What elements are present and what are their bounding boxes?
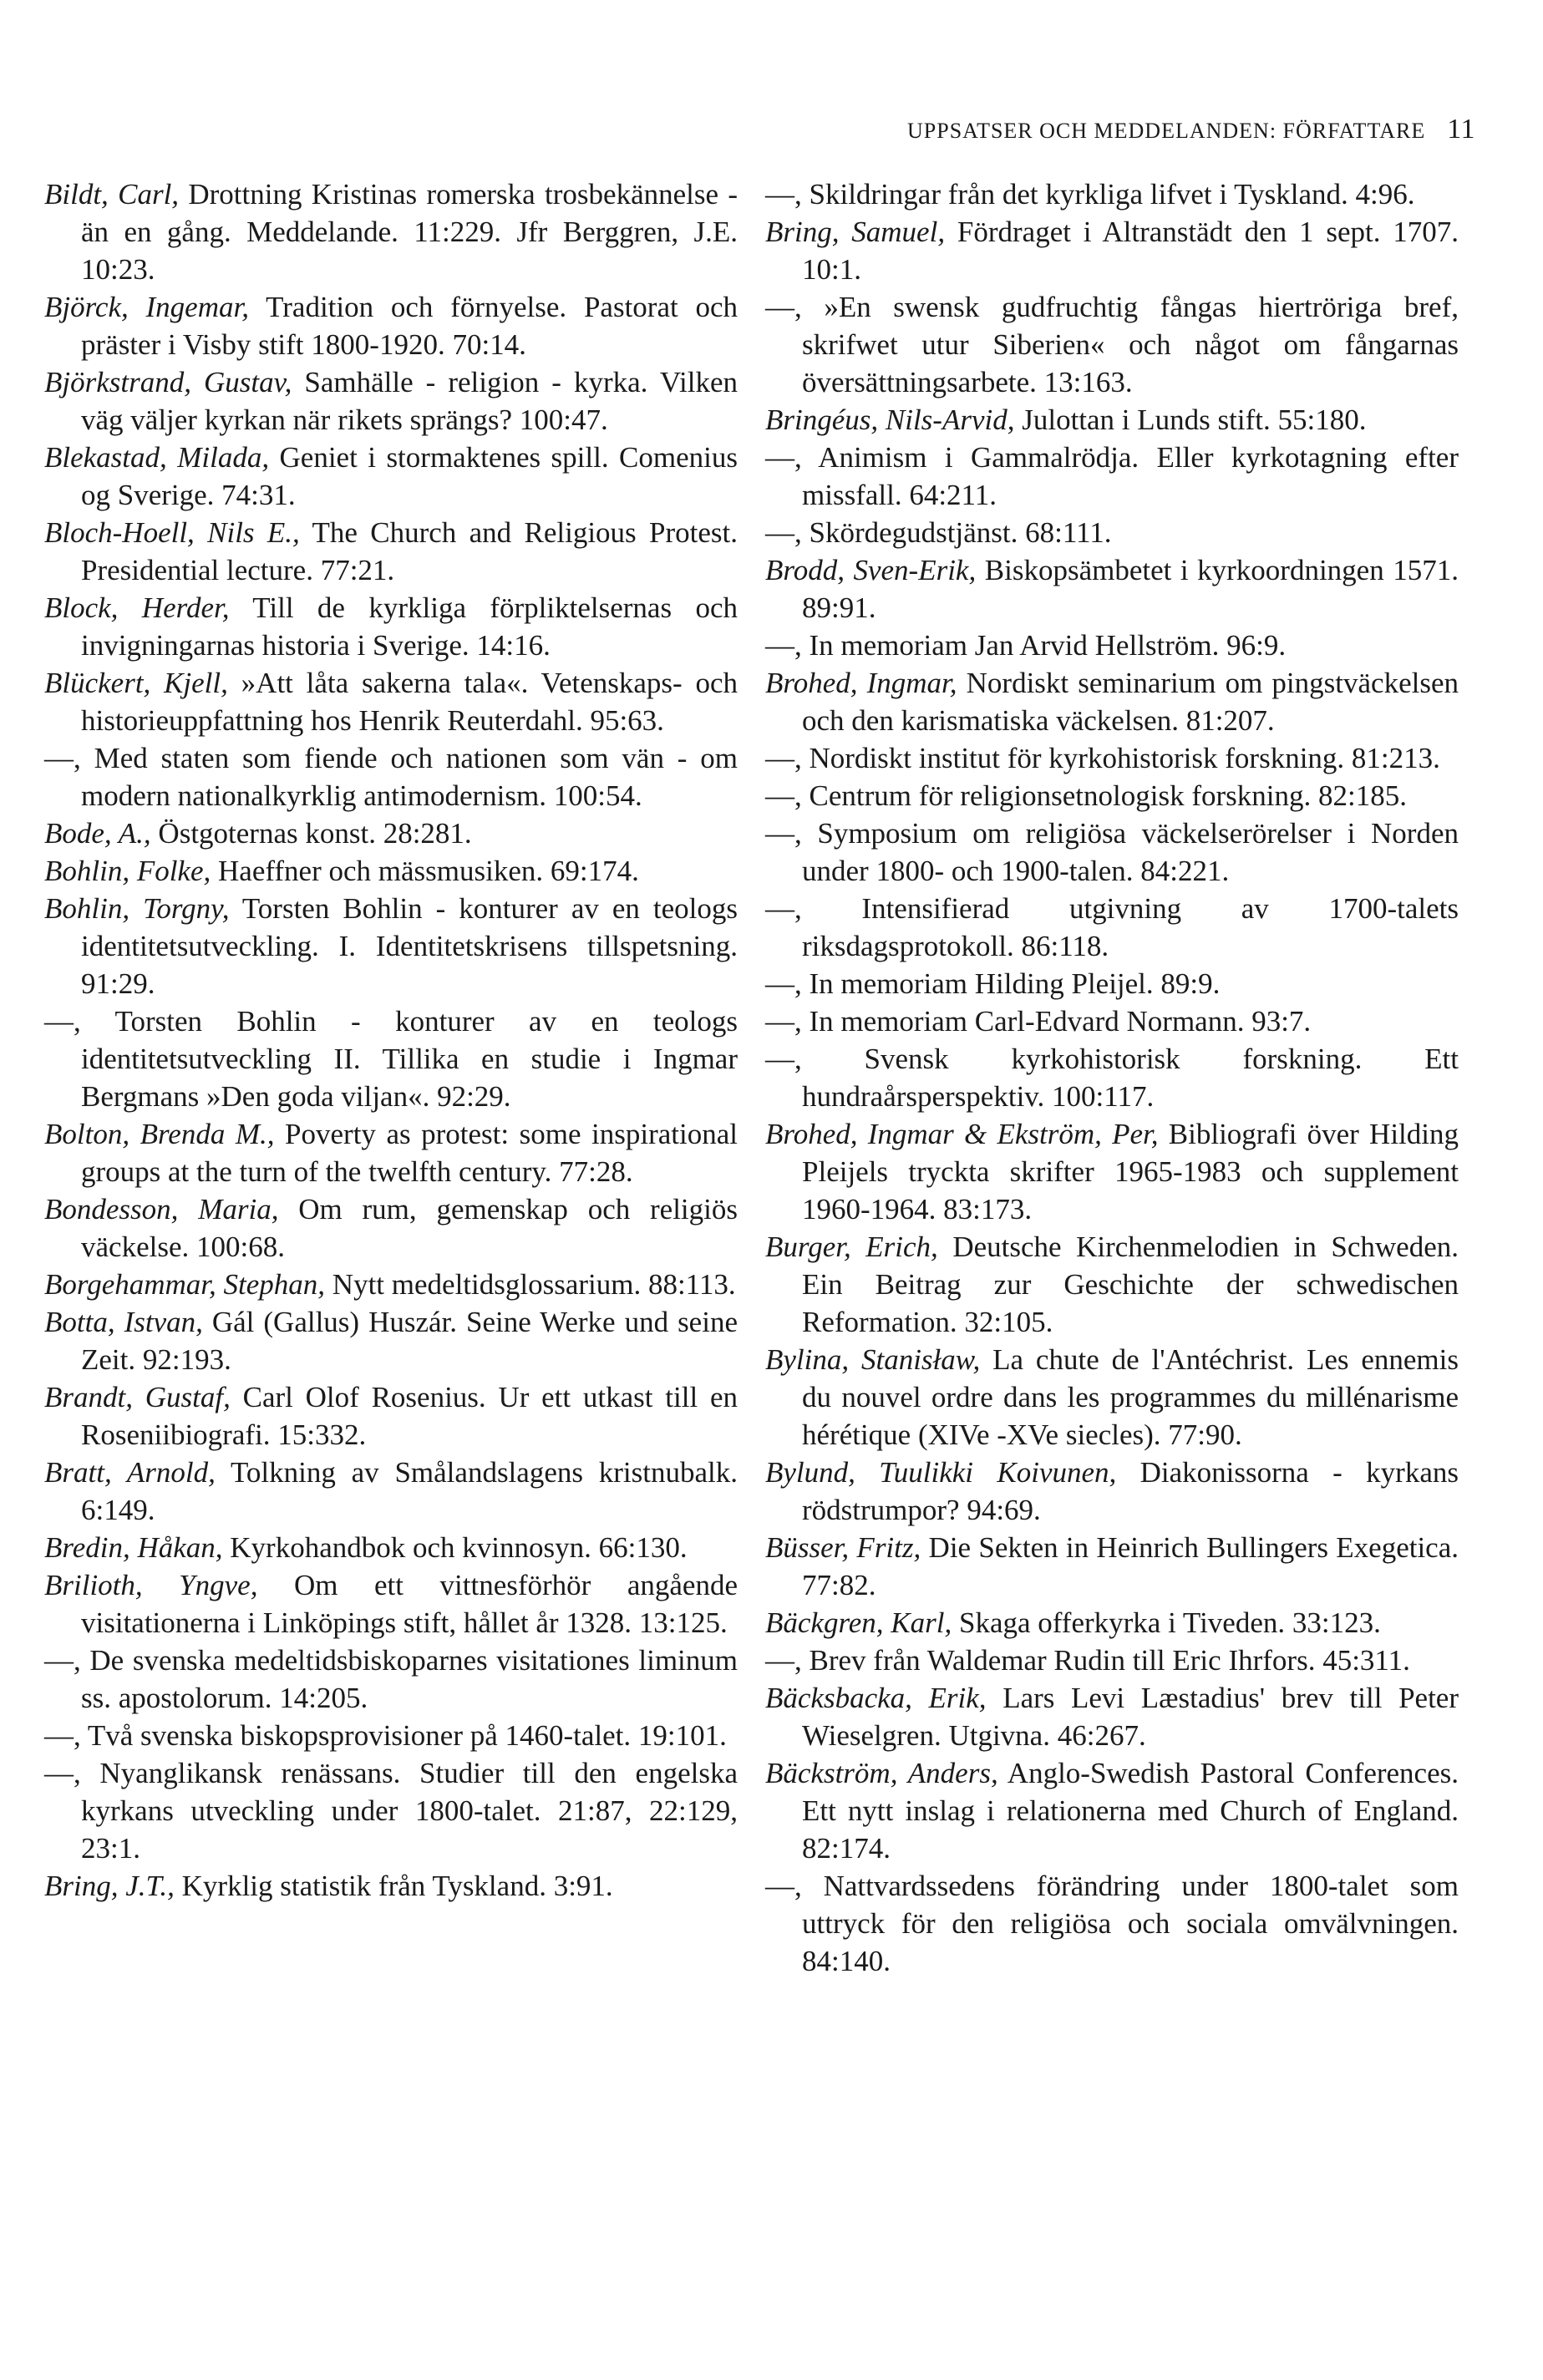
index-entry — [44, 1754, 738, 1867]
index-entry — [765, 514, 1459, 551]
index-entry — [44, 1266, 738, 1303]
entry-text: —, Skördegudstjänst. 68:111. — [765, 516, 1112, 549]
index-entry — [44, 1867, 738, 1905]
entry-text: Till de kyrkliga förpliktelsernas och invigningarnas historia i Sverige. 14:16. — [81, 591, 738, 662]
entry-text: Poverty as protest: some inspirational groups at the turn of the twelfth century. 77:28. — [81, 1118, 738, 1188]
entry-text: —, In memoriam Hilding Pleijel. 89:9. — [765, 967, 1221, 1000]
entry-text: Tolkning av Smålandslagens kristnubalk. 6:149. — [81, 1456, 738, 1526]
entry-author: Block, Herder, — [44, 591, 230, 624]
entry-author: Brodd, Sven-Erik, — [765, 554, 977, 586]
entry-author: Bratt, Arnold, — [44, 1456, 216, 1489]
entry-author: Bringéus, Nils-Arvid, — [765, 403, 1015, 436]
running-title: UPPSATSER OCH MEDDELANDEN: FÖRFATTARE — [907, 119, 1426, 143]
index-entry — [44, 664, 738, 739]
entry-author: Burger, Erich, — [765, 1231, 938, 1263]
entry-author: Björck, Ingemar, — [44, 291, 249, 323]
entry-text: Fördraget i Altranstädt den 1 sept. 1707. 10:1. — [802, 216, 1459, 286]
entry-text: Östgoternas konst. 28:281. — [150, 817, 472, 850]
index-entry — [765, 1341, 1459, 1454]
entry-text: —, De svenska medeltidsbiskoparnes visitationes liminum ss. apostolorum. 14:205. — [44, 1644, 738, 1714]
entry-text: —, Två svenska biskopsprovisioner på 1460-talet. 19:101. — [44, 1719, 727, 1752]
index-entry — [44, 1642, 738, 1717]
entry-author: Bäcksbacka, Erik, — [765, 1682, 987, 1714]
entry-text: —, Skildringar från det kyrkliga lifvet i Tyskland. 4:96. — [765, 178, 1415, 211]
entry-author: Bildt, Carl, — [44, 178, 180, 211]
index-entry — [44, 852, 738, 890]
entry-text: —, Centrum för religionsetnologisk forskning. 82:185. — [765, 779, 1407, 812]
entry-author: Bondesson, Maria, — [44, 1193, 279, 1226]
page-number: 11 — [1447, 114, 1475, 145]
entry-text: Biskopsämbetet i kyrkoordningen 1571. 89:91. — [802, 554, 1459, 624]
entry-author: Bäckström, Anders, — [765, 1757, 998, 1789]
entry-text: —, In memoriam Carl-Edvard Normann. 93:7. — [765, 1005, 1312, 1038]
index-entry — [44, 288, 738, 363]
index-entry — [44, 514, 738, 589]
index-entry — [765, 213, 1459, 288]
index-entry — [765, 401, 1459, 439]
index-entry — [44, 739, 738, 814]
entry-text: Die Sekten in Heinrich Bullingers Exegetica. 77:82. — [802, 1531, 1459, 1601]
index-entry — [765, 1454, 1459, 1529]
entry-author: Borgehammar, Stephan, — [44, 1268, 326, 1301]
entry-text: Tradition och förnyelse. Pastorat och präster i Visby stift 1800-1920. 70:14. — [81, 291, 739, 361]
index-entry — [44, 1529, 738, 1566]
entry-author: Brohed, Ingmar, — [765, 667, 957, 699]
index-entry — [765, 1867, 1459, 1980]
entry-text: Om ett vittnesförhör angående visitationerna i Linköpings stift, hållet år 1328. 13:125. — [81, 1569, 738, 1639]
entry-text: Bibliografi över Hilding Pleijels tryckta skrifter 1965-1983 och supplement 1960-1964. 83:173. — [802, 1118, 1459, 1226]
index-entry — [765, 1040, 1459, 1115]
index-entry — [765, 1115, 1459, 1228]
entry-text: Lars Levi Læstadius' brev till Peter Wieselgren. Utgivna. 46:267. — [802, 1682, 1459, 1752]
index-entry — [44, 1566, 738, 1642]
entry-text: —, »En swensk gudfruchtig fångas hiertröriga bref, skrifwet utur Siberien« och något om fångarnas översättningsarbete. 13:163. — [765, 291, 1459, 398]
index-entry — [765, 965, 1459, 1002]
entry-text: —, Symposium om religiösa väckelserörelser i Norden under 1800- och 1900-talen. 84:221. — [765, 817, 1459, 887]
index-entry — [44, 1115, 738, 1190]
entry-author: Blückert, Kjell, — [44, 667, 228, 699]
running-head — [733, 114, 1475, 145]
index-entry — [44, 589, 738, 664]
index-entry — [765, 664, 1459, 739]
entry-text: —, Nattvardssedens förändring under 1800-talet som uttryck för den religiösa och sociala omvälvningen. 84:140. — [765, 1870, 1459, 1977]
index-entry — [765, 1642, 1459, 1679]
entry-text: Skaga offerkyrka i Tiveden. 33:123. — [952, 1606, 1381, 1639]
entry-text: Torsten Bohlin - konturer av en teologs identitetsutveckling. I. Identitetskrisens tillspetsning. 91:29. — [81, 892, 738, 1000]
entry-author: Botta, Istvan, — [44, 1306, 203, 1338]
entry-text: —, Intensifierad utgivning av 1700-talets riksdagsprotokoll. 86:118. — [765, 892, 1459, 962]
index-entry — [765, 814, 1459, 890]
index-entry — [765, 1529, 1459, 1604]
entry-author: Bring, Samuel, — [765, 216, 946, 248]
entry-author: Bohlin, Folke, — [44, 855, 211, 887]
entry-text: The Church and Religious Protest. Presidential lecture. 77:21. — [81, 516, 738, 586]
entry-author: Büsser, Fritz, — [765, 1531, 921, 1564]
index-entry — [765, 1754, 1459, 1867]
entry-text: —, Animism i Gammalrödja. Eller kyrkotagning efter missfall. 64:211. — [765, 441, 1459, 511]
index-entry — [44, 890, 738, 1002]
entry-text: Nytt medeltidsglossarium. 88:113. — [325, 1268, 736, 1301]
index-entry — [765, 777, 1459, 814]
index-entry — [765, 890, 1459, 965]
entry-author: Bredin, Håkan, — [44, 1531, 223, 1564]
entry-author: Bode, A., — [44, 817, 151, 850]
entry-author: Björkstrand, Gustav, — [44, 366, 292, 398]
entry-text: —, In memoriam Jan Arvid Hellström. 96:9. — [765, 629, 1287, 662]
entry-text: —, Torsten Bohlin - konturer av en teologs identitetsutveckling II. Tillika en studie i Ingmar Bergmans »Den goda viljan«. 92:29. — [44, 1005, 738, 1113]
entry-text: —, Nordiskt institut för kyrkohistorisk forskning. 81:213. — [765, 742, 1440, 774]
entry-text: Drottning Kristinas romerska trosbekännelse - än en gång. Meddelande. 11:229. Jfr Berggren, J.E. 10:23. — [81, 178, 738, 286]
right-column — [765, 175, 1459, 1980]
entry-text: Haeffner och mässmusiken. 69:174. — [211, 855, 639, 887]
index-entry — [44, 175, 738, 288]
entry-text: »Att låta sakerna tala«. Vetenskaps- och historieuppfattning hos Henrik Reuterdahl. 95:63. — [81, 667, 738, 737]
index-entry — [44, 439, 738, 514]
entry-author: Bäckgren, Karl, — [765, 1606, 952, 1639]
entry-text: —, Brev från Waldemar Rudin till Eric Ihrfors. 45:311. — [765, 1644, 1410, 1677]
index-entry — [765, 1604, 1459, 1642]
entry-author: Brilioth, Yngve, — [44, 1569, 258, 1601]
index-entry — [44, 814, 738, 852]
index-entry — [765, 551, 1459, 627]
index-entry — [765, 739, 1459, 777]
index-entry — [765, 175, 1459, 213]
entry-text: Anglo-Swedish Pastoral Conferences. Ett nytt inslag i relationerna med Church of England. 82:174. — [802, 1757, 1459, 1865]
entry-text: —, Med staten som fiende och nationen som vän - om modern nationalkyrklig antimodernism. 100:54. — [44, 742, 738, 812]
entry-author: Brohed, Ingmar & Ekström, Per, — [765, 1118, 1159, 1150]
entry-author: Blekastad, Milada, — [44, 441, 270, 474]
index-entry — [44, 363, 738, 439]
entry-text: Gál (Gallus) Huszár. Seine Werke und seine Zeit. 92:193. — [81, 1306, 738, 1376]
entry-author: Bylina, Stanisław, — [765, 1343, 981, 1376]
entry-author: Bohlin, Torgny, — [44, 892, 230, 925]
entry-author: Bolton, Brenda M., — [44, 1118, 275, 1150]
entry-text: Carl Olof Rosenius. Ur ett utkast till en Roseniibiografi. 15:332. — [81, 1381, 738, 1451]
entry-author: Bring, J.T., — [44, 1870, 175, 1902]
index-entry — [44, 1190, 738, 1266]
index-entry — [44, 1378, 738, 1454]
entry-text: Deutsche Kirchenmelodien in Schweden. Ein Beitrag zur Geschichte der schwedischen Reformation. 32:105. — [802, 1231, 1459, 1338]
left-column — [44, 175, 738, 1905]
entry-text: —, Svensk kyrkohistorisk forskning. Ett hundraårsperspektiv. 100:117. — [765, 1043, 1459, 1113]
entry-text: Julottan i Lunds stift. 55:180. — [1014, 403, 1367, 436]
entry-author: Brandt, Gustaf, — [44, 1381, 231, 1413]
index-entry — [44, 1717, 738, 1754]
index-entry — [44, 1454, 738, 1529]
index-entry — [765, 1679, 1459, 1754]
entry-text: Geniet i stormaktenes spill. Comenius og Sverige. 74:31. — [81, 441, 738, 511]
entry-text: Kyrklig statistik från Tyskland. 3:91. — [174, 1870, 613, 1902]
entry-text: Samhälle - religion - kyrka. Vilken väg väljer kyrkan när rikets sprängs? 100:47. — [81, 366, 738, 436]
entry-author: Bylund, Tuulikki Koivunen, — [765, 1456, 1117, 1489]
entry-text: Diakonissorna - kyrkans rödstrumpor? 94:69. — [802, 1456, 1459, 1526]
index-entry — [765, 288, 1459, 401]
index-entry — [765, 1002, 1459, 1040]
index-entry — [765, 627, 1459, 664]
index-entry — [765, 1228, 1459, 1341]
entry-author: Bloch-Hoell, Nils E., — [44, 516, 300, 549]
index-entry — [765, 439, 1459, 514]
entry-text: —, Nyanglikansk renässans. Studier till den engelska kyrkans utveckling under 1800-talet. 21:87, 22:129, 23:1. — [44, 1757, 738, 1865]
index-entry — [44, 1002, 738, 1115]
entry-text: Kyrkohandbok och kvinnosyn. 66:130. — [222, 1531, 688, 1564]
entry-text: La chute de l'Antéchrist. Les ennemis du nouvel ordre dans les programmes du millénarisme hérétique (XIVe -XVe siecles). 77:90. — [802, 1343, 1459, 1451]
entry-text: Nordiskt seminarium om pingstväckelsen och den karismatiska väckelsen. 81:207. — [802, 667, 1459, 737]
index-entry — [44, 1303, 738, 1378]
entry-text: Om rum, gemenskap och religiös väckelse. 100:68. — [81, 1193, 738, 1263]
